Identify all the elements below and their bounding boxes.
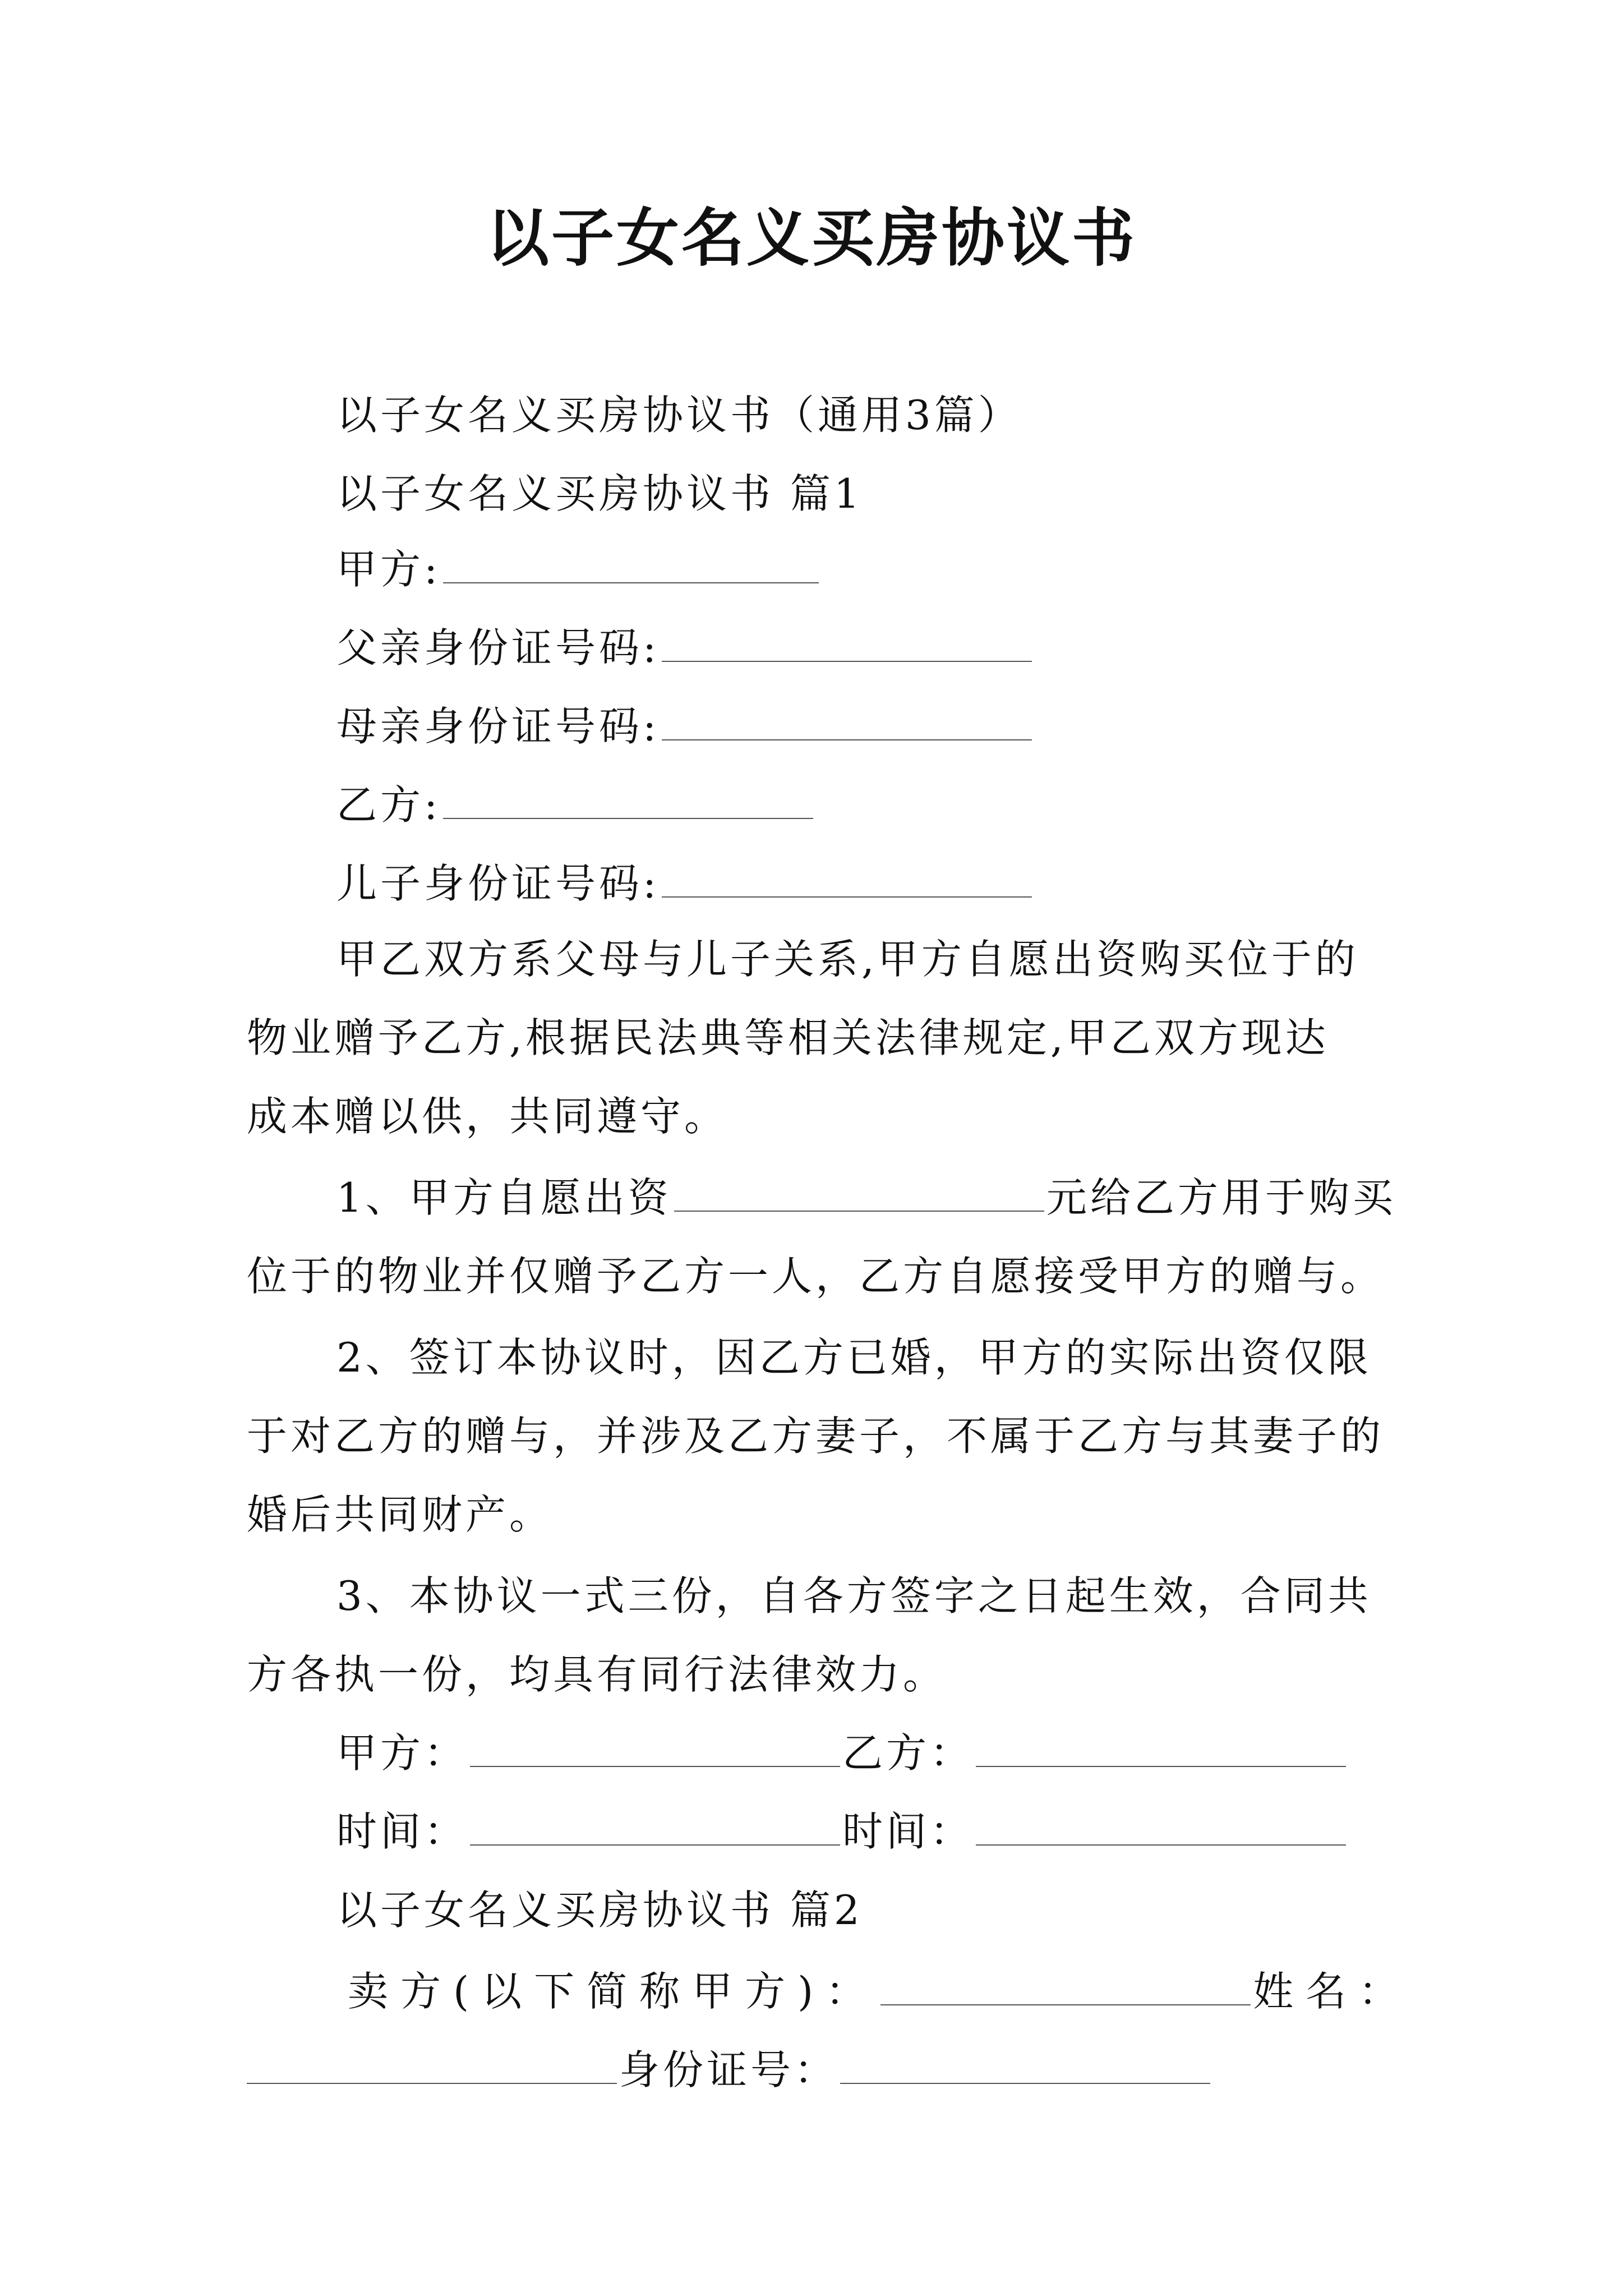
son-id-label: 儿子身份证号码: bbox=[336, 860, 660, 907]
party-a-blank[interactable] bbox=[443, 543, 819, 583]
clause-1-line-1 bbox=[336, 1170, 1396, 1226]
section-heading-1: 以子女名义买房协议书 篇1 bbox=[336, 470, 863, 517]
mother-id-line bbox=[336, 698, 1034, 754]
signature-party-a-blank[interactable] bbox=[470, 1727, 840, 1767]
party-b-line bbox=[336, 777, 815, 833]
date-party-a-blank[interactable] bbox=[470, 1805, 840, 1846]
seller-blank[interactable] bbox=[880, 1965, 1251, 2005]
subtitle-line: 以子女名义买房协议书（通用3篇） bbox=[336, 392, 1022, 439]
seller-id-line bbox=[247, 2042, 1212, 2098]
signature-party-b-blank[interactable] bbox=[976, 1727, 1346, 1767]
son-id-line bbox=[336, 855, 1034, 912]
seller-name-label: 姓名： bbox=[1253, 1968, 1412, 2015]
document-title: 以子女名义买房协议书 bbox=[486, 201, 1137, 275]
mother-id-label: 母亲身份证号码: bbox=[336, 703, 660, 750]
seller-label: 卖方(以下简称甲方)： bbox=[348, 1968, 879, 2015]
clause-1-text-a: 1、甲方自愿出资 bbox=[336, 1174, 672, 1221]
clause-3-line-1: 3、本协议一式三份，自各方签字之日起生效，合同共 bbox=[336, 1572, 1372, 1619]
son-id-blank[interactable] bbox=[662, 857, 1032, 898]
section-heading-2: 以子女名义买房协议书 篇2 bbox=[336, 1887, 863, 1934]
paragraph-1-line-3: 成本赠以供，共同遵守。 bbox=[247, 1093, 728, 1140]
date-line bbox=[336, 1803, 1348, 1860]
seller-id-label: 身份证号： bbox=[619, 2046, 838, 2093]
date-party-b-label: 时间： bbox=[842, 1808, 974, 1855]
clause-2-line-3: 婚后共同财产。 bbox=[247, 1491, 554, 1538]
paragraph-1-line-2: 物业赠予乙方,根据民法典等相关法律规定,甲乙双方现达 bbox=[247, 1014, 1329, 1061]
mother-id-blank[interactable] bbox=[662, 700, 1032, 740]
party-a-label: 甲方: bbox=[336, 546, 441, 593]
date-party-a-label: 时间： bbox=[336, 1808, 468, 1855]
signature-party-a-label: 甲方： bbox=[336, 1729, 468, 1777]
father-id-label: 父亲身份证号码: bbox=[336, 624, 660, 671]
clause-3-line-2: 方各执一份，均具有同行法律效力。 bbox=[247, 1651, 947, 1698]
signature-line bbox=[336, 1725, 1348, 1781]
seller-name-blank[interactable] bbox=[247, 2044, 617, 2084]
date-party-b-blank[interactable] bbox=[976, 1805, 1346, 1846]
seller-id-blank[interactable] bbox=[840, 2044, 1210, 2084]
party-b-blank[interactable] bbox=[443, 779, 813, 819]
father-id-line bbox=[336, 620, 1034, 676]
clause-1-line-2: 位于的物业并仅赠予乙方一人，乙方自愿接受甲方的赠与。 bbox=[247, 1253, 1385, 1300]
party-b-label: 乙方: bbox=[336, 781, 441, 829]
clause-1-text-b: 元给乙方用于购买 bbox=[1046, 1174, 1396, 1221]
amount-blank[interactable] bbox=[674, 1171, 1044, 1212]
clause-2-line-2: 于对乙方的赠与，并涉及乙方妻子，不属于乙方与其妻子的 bbox=[247, 1412, 1385, 1460]
paragraph-1-line-1: 甲乙双方系父母与儿子关系,甲方自愿出资购买位于的 bbox=[336, 936, 1359, 983]
party-a-line bbox=[336, 541, 821, 597]
clause-2-line-1: 2、签订本协议时，因乙方已婚，甲方的实际出资仅限 bbox=[336, 1334, 1372, 1381]
father-id-blank[interactable] bbox=[662, 622, 1032, 662]
seller-line bbox=[348, 1963, 1411, 2019]
signature-party-b-label: 乙方： bbox=[842, 1729, 974, 1777]
